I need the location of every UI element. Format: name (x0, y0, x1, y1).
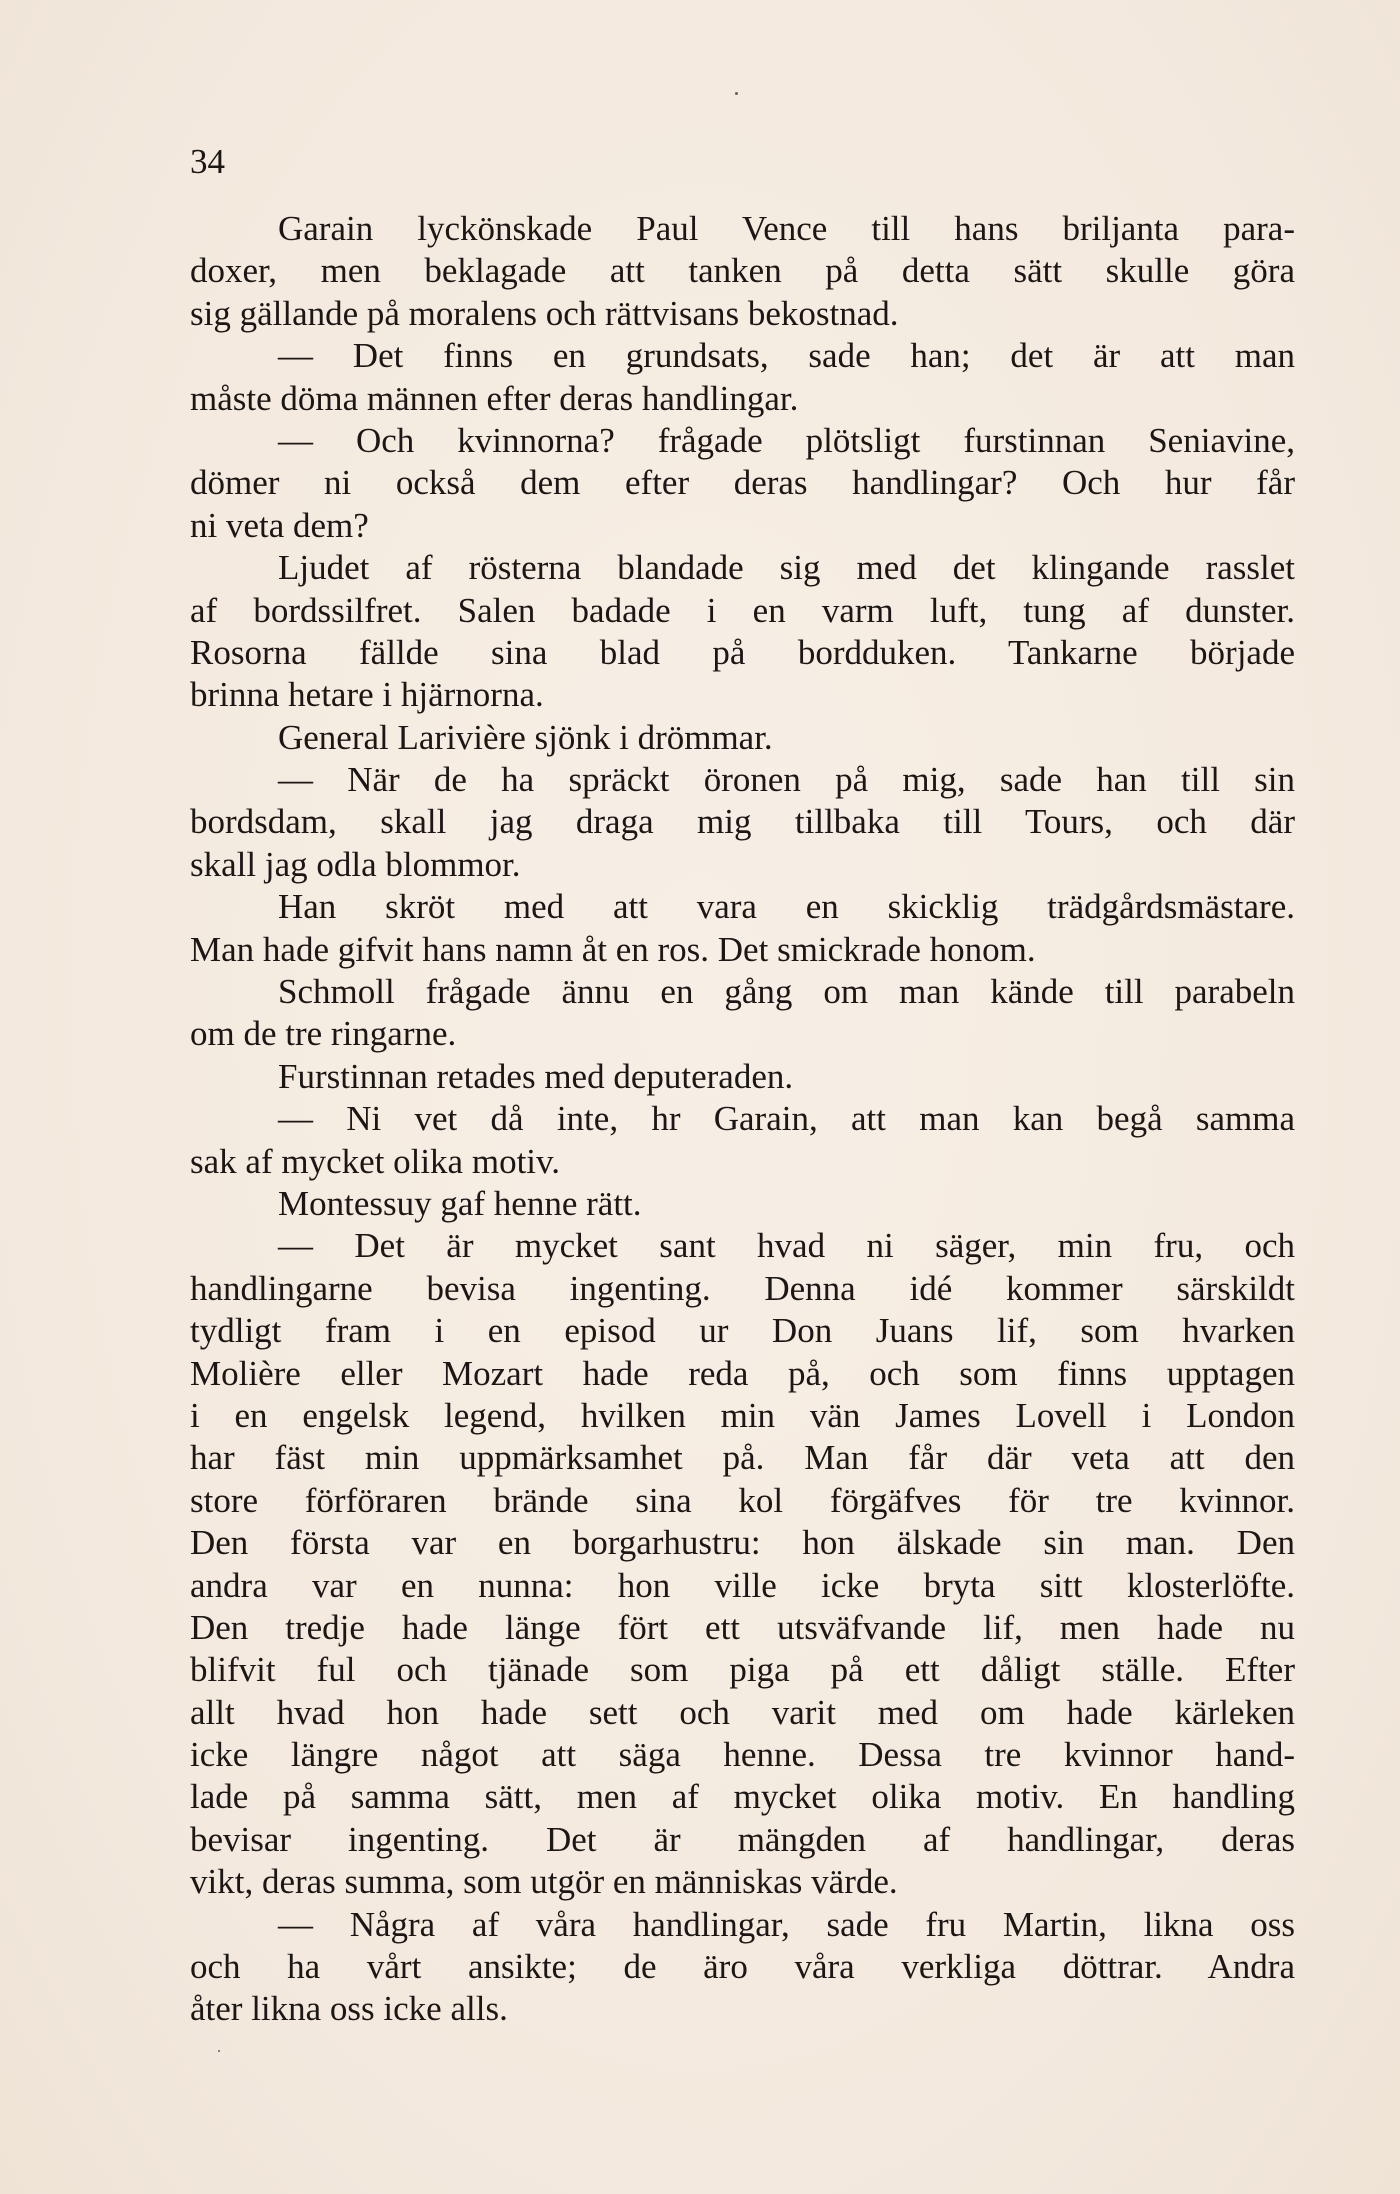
text-line: doxer, men beklagade att tanken på detta sätt skulle göra (190, 251, 1295, 291)
text-line: måste döma männen efter deras handlingar. (190, 378, 799, 418)
text-line: Molière eller Mozart hade reda på, och som finns upptagen (190, 1353, 1295, 1393)
text-line: allt hvad hon hade sett och varit med om hade kärleken (190, 1692, 1295, 1732)
text-line: bordsdam, skall jag draga mig tillbaka till Tours, och där (190, 802, 1295, 842)
text-line: store förföraren brände sina kol förgäfves för tre kvinnor. (190, 1480, 1295, 1520)
text-line: — Det finns en grundsats, sade han; det är att man (278, 336, 1295, 376)
text-line: dömer ni också dem efter deras handlingar? Och hur får (190, 463, 1295, 503)
text-line: Furstinnan retades med deputeraden. (278, 1056, 794, 1096)
text-line: ni veta dem? (190, 505, 369, 545)
text-line: — Det är mycket sant hvad ni säger, min fru, och (278, 1226, 1295, 1266)
text-line: General Larivière sjönk i drömmar. (278, 717, 773, 757)
text-line: Han skröt med att vara en skicklig trädgårdsmästare. (278, 887, 1295, 927)
text-line: om de tre ringarne. (190, 1014, 457, 1054)
text-line: åter likna oss icke alls. (190, 1989, 508, 2029)
text-line: andra var en nunna: hon ville icke bryta sitt klosterlöfte. (190, 1565, 1295, 1605)
text-line: skall jag odla blommor. (190, 844, 521, 884)
text-line: icke längre något att säga henne. Dessa tre kvinnor hand- (190, 1735, 1295, 1775)
text-line: blifvit ful och tjänade som piga på ett dåligt ställe. Efter (190, 1650, 1295, 1690)
text-line: Ljudet af rösterna blandade sig med det klingande rasslet (278, 548, 1295, 588)
text-line: handlingarne bevisa ingenting. Denna idé kommer särskildt (190, 1268, 1295, 1308)
text-line: — Och kvinnorna? frågade plötsligt furstinnan Seniavine, (278, 420, 1295, 460)
text-line: och ha vårt ansikte; de äro våra verkliga döttrar. Andra (190, 1947, 1295, 1987)
text-line: sig gällande på moralens och rättvisans bekostnad. (190, 293, 899, 333)
text-line: Montessuy gaf henne rätt. (278, 1183, 642, 1223)
text-line: sak af mycket olika motiv. (190, 1141, 560, 1181)
text-line: vikt, deras summa, som utgör en människas värde. (190, 1862, 898, 1902)
paper-speck (735, 92, 738, 95)
text-line: Den tredje hade länge fört ett utsväfvande lif, men hade nu (190, 1607, 1295, 1647)
text-line: — Några af våra handlingar, sade fru Martin, likna oss (278, 1904, 1295, 1944)
text-line: bevisar ingenting. Det är mängden af handlingar, deras (190, 1819, 1295, 1859)
text-line: tydligt fram i en episod ur Don Juans lif, som hvarken (190, 1311, 1295, 1351)
text-line: Rosorna fällde sina blad på bordduken. Tankarne började (190, 632, 1295, 672)
text-line: brinna hetare i hjärnorna. (190, 675, 544, 715)
text-line: i en engelsk legend, hvilken min vän James Lovell i London (190, 1395, 1295, 1435)
text-line: — När de ha spräckt öronen på mig, sade han till sin (278, 760, 1295, 800)
text-line: Schmoll frågade ännu en gång om man kände till parabeln (278, 972, 1295, 1012)
text-line: af bordssilfret. Salen badade i en varm luft, tung af dunster. (190, 590, 1295, 630)
text-line: Garain lyckönskade Paul Vence till hans briljanta para- (278, 209, 1295, 248)
text-line: — Ni vet då inte, hr Garain, att man kan begå samma (278, 1099, 1295, 1139)
text-line: Den första var en borgarhustru: hon älskade sin man. Den (190, 1523, 1295, 1563)
text-line: lade på samma sätt, men af mycket olika motiv. En handling (190, 1777, 1295, 1817)
paper-speck (218, 2050, 220, 2052)
page-number: 34 (190, 142, 225, 181)
text-line: har fäst min uppmärksamhet på. Man får där veta att den (190, 1438, 1295, 1478)
text-line: Man hade gifvit hans namn åt en ros. Det smickrade honom. (190, 929, 1036, 969)
body-text (190, 208, 1295, 2031)
